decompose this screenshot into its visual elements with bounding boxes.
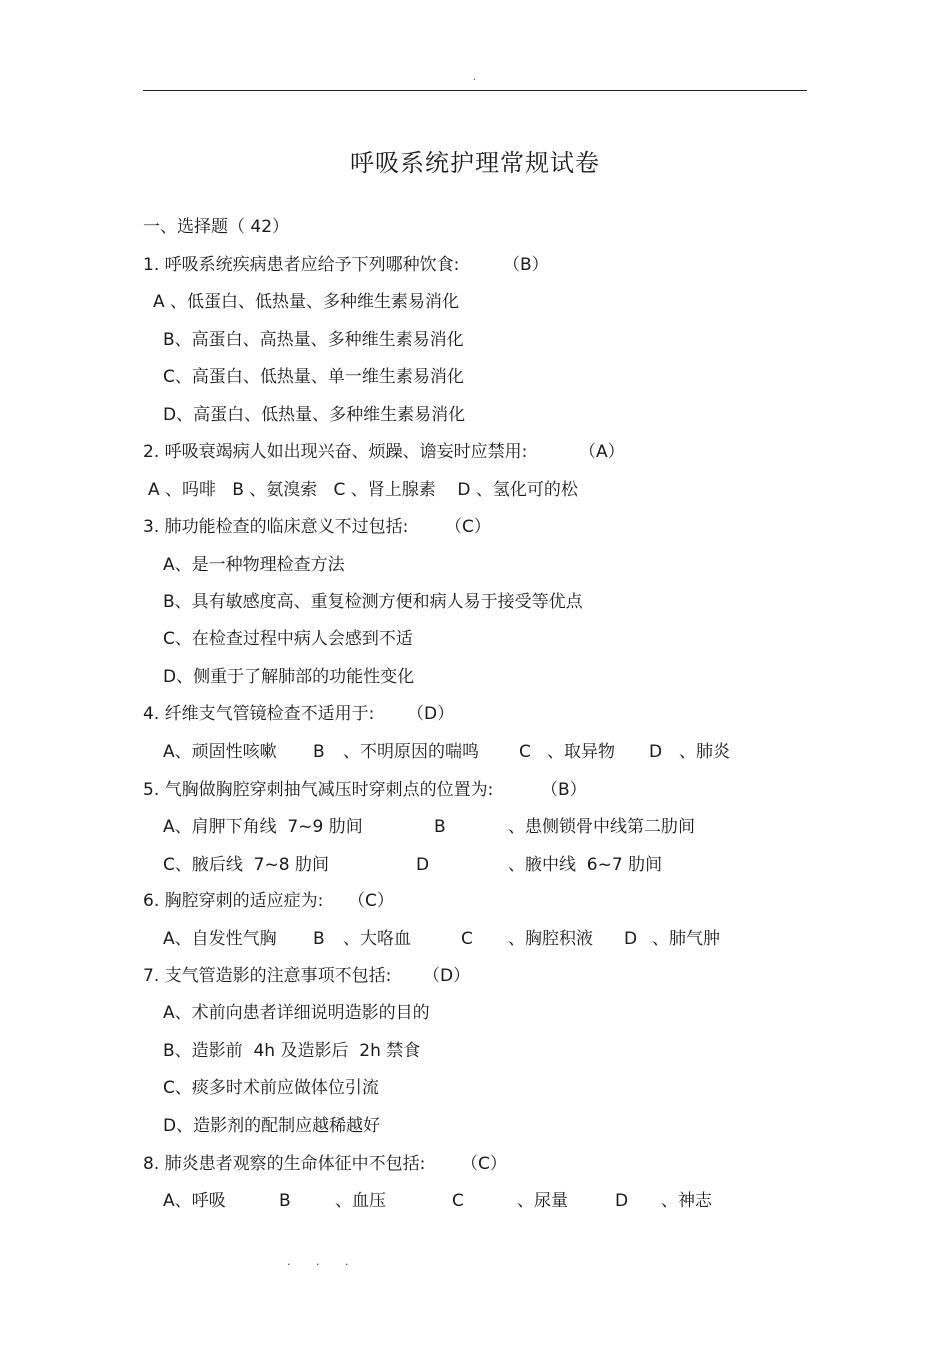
question-4-option-b-letter: B xyxy=(313,742,325,762)
question-4-option-c: 、取异物 xyxy=(547,742,615,762)
question-1-option-a: A 、低蛋白、低热量、多种维生素易消化 xyxy=(153,292,460,312)
header-mark: . xyxy=(473,73,476,83)
question-5-option-c: C、腋后线 7~8 肋间 xyxy=(163,855,329,875)
question-7-answer: （D） xyxy=(423,966,471,986)
question-4-option-a: A、顽固性咳嗽 xyxy=(163,742,277,762)
question-8-option-b-letter: B xyxy=(279,1191,291,1211)
footer-mark: . . . xyxy=(287,1255,360,1268)
question-6-stem: 6. 胸腔穿刺的适应症为: xyxy=(143,891,324,911)
question-6-option-b-letter: B xyxy=(313,929,325,949)
question-6-answer: （C） xyxy=(348,891,394,911)
question-5-answer: （B） xyxy=(541,780,587,800)
question-1-option-d: D、高蛋白、低热量、多种维生素易消化 xyxy=(163,405,466,425)
question-3-option-a: A、是一种物理检查方法 xyxy=(163,555,345,575)
question-7-option-d: D、造影剂的配制应越稀越好 xyxy=(163,1116,381,1136)
question-5-stem: 5. 气胸做胸腔穿刺抽气减压时穿刺点的位置为: xyxy=(143,780,494,800)
question-1-answer: （B） xyxy=(503,255,549,275)
question-1-option-c: C、高蛋白、低热量、单一维生素易消化 xyxy=(163,367,464,387)
question-2-answer: （A） xyxy=(579,442,625,462)
question-7-stem: 7. 支气管造影的注意事项不包括: xyxy=(143,966,392,986)
question-8-stem: 8. 肺炎患者观察的生命体征中不包括: xyxy=(143,1154,426,1174)
page-title: 呼吸系统护理常规试卷 xyxy=(350,149,600,177)
question-8-option-a: A、呼吸 xyxy=(163,1191,226,1211)
question-8-option-b: 、血压 xyxy=(335,1191,386,1211)
question-8-answer: （C） xyxy=(461,1154,507,1174)
question-4-option-d: 、肺炎 xyxy=(679,742,730,762)
question-2-options: A 、吗啡 B 、氨溴索 C 、肾上腺素 D 、氢化可的松 xyxy=(148,480,578,500)
question-3-option-c: C、在检查过程中病人会感到不适 xyxy=(163,629,413,649)
question-4-option-d-letter: D xyxy=(649,742,663,762)
question-1-stem: 1. 呼吸系统疾病患者应给予下列哪种饮食: xyxy=(143,255,460,275)
question-3-option-b: B、具有敏感度高、重复检测方便和病人易于接受等优点 xyxy=(163,592,583,612)
question-6-option-b: 、大咯血 xyxy=(343,929,411,949)
header-rule xyxy=(143,90,807,91)
question-7-option-a: A、术前向患者详细说明造影的目的 xyxy=(163,1003,430,1023)
question-6-option-d: 、肺气肿 xyxy=(652,929,720,949)
question-5-option-d: 、腋中线 6~7 肋间 xyxy=(508,855,663,875)
question-3-stem: 3. 肺功能检查的临床意义不过包括: xyxy=(143,517,409,537)
question-2-stem: 2. 呼吸衰竭病人如出现兴奋、烦躁、谵妄时应禁用: xyxy=(143,442,528,462)
question-8-option-d: 、神志 xyxy=(661,1191,712,1211)
question-4-answer: （D） xyxy=(407,704,455,724)
question-5-option-a: A、肩胛下角线 7~9 肋间 xyxy=(163,817,363,837)
question-1-option-b: B、高蛋白、高热量、多种维生素易消化 xyxy=(163,330,464,350)
question-8-options xyxy=(163,1190,783,1366)
question-4-stem: 4. 纤维支气管镜检查不适用于: xyxy=(143,704,375,724)
question-8-option-c-letter: C xyxy=(452,1191,464,1211)
question-5-option-b-letter: B xyxy=(434,817,446,837)
question-7-option-c: C、痰多时术前应做体位引流 xyxy=(163,1078,379,1098)
question-6-option-d-letter: D xyxy=(624,929,638,949)
section-heading: 一、选择题（ 42） xyxy=(143,217,290,237)
question-4-option-b: 、不明原因的喘鸣 xyxy=(343,742,479,762)
question-7-option-b: B、造影前 4h 及造影后 2h 禁食 xyxy=(163,1041,421,1061)
question-8-option-c: 、尿量 xyxy=(517,1191,568,1211)
question-5-option-d-letter: D xyxy=(416,855,430,875)
question-3-answer: （C） xyxy=(445,517,491,537)
question-3-option-d: D、侧重于了解肺部的功能性变化 xyxy=(163,667,415,687)
question-6-option-c: 、胸腔积液 xyxy=(508,929,593,949)
question-4-option-c-letter: C xyxy=(519,742,531,762)
question-5-option-b: 、患侧锁骨中线第二肋间 xyxy=(508,817,695,837)
question-8-option-d-letter: D xyxy=(615,1191,629,1211)
question-6-option-c-letter: C xyxy=(461,929,473,949)
question-6-option-a: A、自发性气胸 xyxy=(163,929,277,949)
